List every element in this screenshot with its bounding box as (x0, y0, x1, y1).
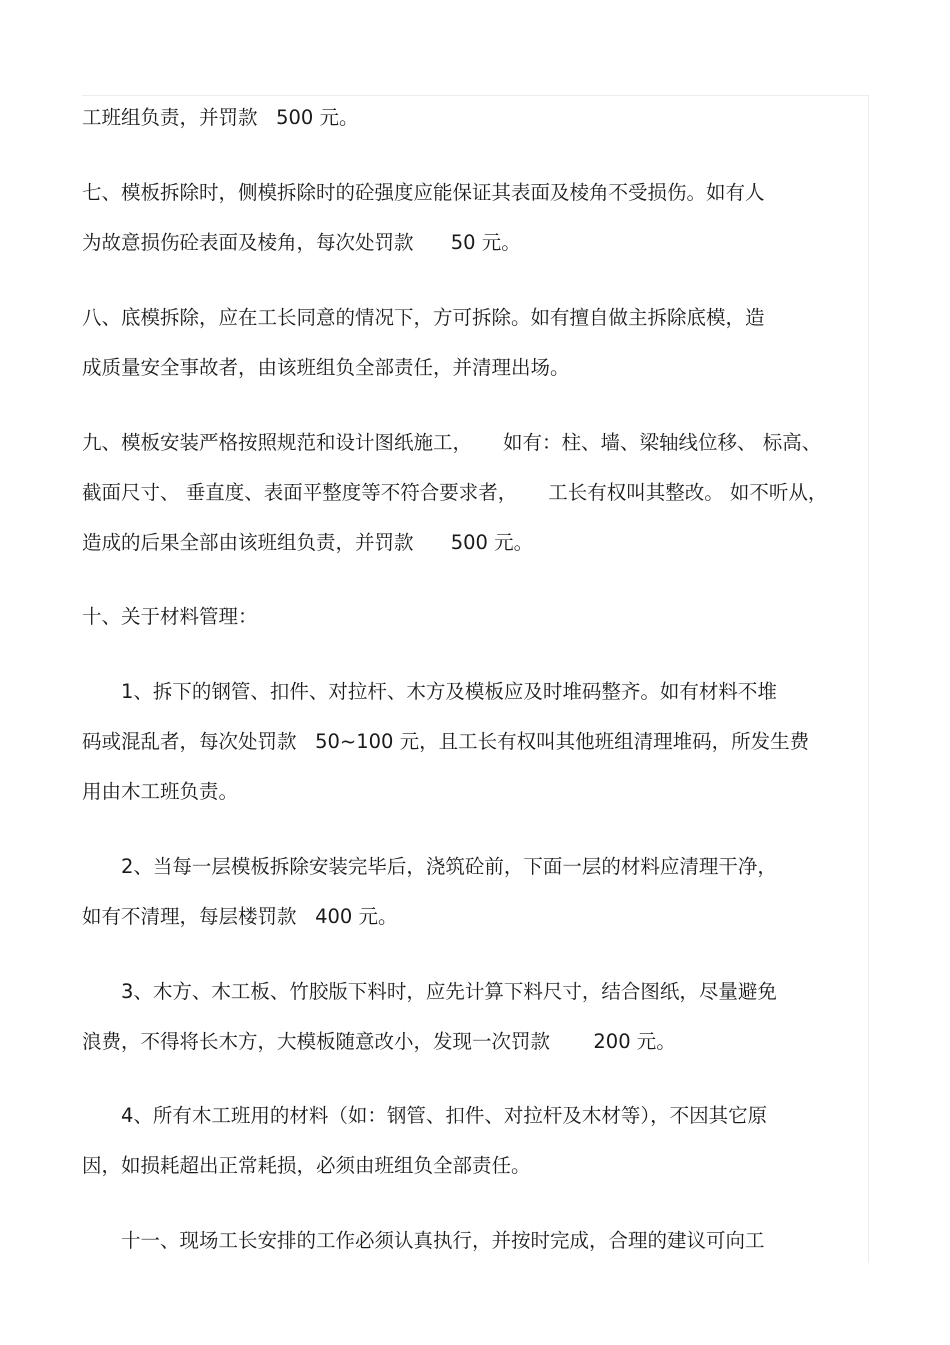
text-line-6: 九、模板安装严格按照规范和设计图纸施工， 如有：柱、墙、梁轴线位移、 标高、 (82, 431, 822, 454)
text-line-3: 为故意损伤砼表面及棱角，每次处罚款 50 元。 (82, 231, 521, 254)
text-line-2: 七、模板拆除时，侧模拆除时的砼强度应能保证其表面及棱角不受损伤。如有人 (82, 181, 765, 204)
page-border-right (868, 95, 869, 1263)
text-line-16: 浪费，不得将长木方，大模板随意改小，发现一次罚款 200 元。 (82, 1030, 676, 1053)
page-border-top (82, 95, 869, 96)
text-line-13: 2、当每一层模板拆除安装完毕后，浇筑砼前，下面一层的材料应清理干净， (121, 855, 777, 878)
text-line-7: 截面尺寸、 垂直度、表面平整度等不符合要求者， 工长有权叫其整改。 如不听从， (82, 481, 828, 504)
text-line-1: 工班组负责，并罚款 500 元。 (82, 106, 359, 129)
text-line-9: 十、关于材料管理： (82, 605, 258, 628)
text-line-14: 如有不清理，每层楼罚款 400 元。 (82, 905, 398, 928)
text-line-5: 成质量安全事故者，由该班组负全部责任，并清理出场。 (82, 356, 570, 379)
text-line-4: 八、底模拆除，应在工长同意的情况下，方可拆除。如有擅自做主拆除底模，造 (82, 306, 765, 329)
text-line-12: 用由木工班负责。 (82, 780, 239, 803)
text-line-8: 造成的后果全部由该班组负责，并罚款 500 元。 (82, 531, 534, 554)
text-line-18: 因，如损耗超出正常耗损，必须由班组负全部责任。 (82, 1154, 531, 1177)
text-line-10: 1、拆下的钢管、扣件、对拉杆、木方及模板应及时堆码整齐。如有材料不堆 (121, 680, 777, 703)
text-line-11: 码或混乱者，每次处罚款 50~100 元，且工长有权叫其他班组清理堆码，所发生费 (82, 730, 810, 753)
text-line-17: 4、所有木工班用的材料（如：钢管、扣件、对拉杆及木材等），不因其它原 (121, 1104, 768, 1127)
text-line-19: 十一、现场工长安排的工作必须认真执行，并按时完成，合理的建议可向工 (121, 1229, 765, 1252)
text-line-15: 3、木方、木工板、竹胶版下料时，应先计算下料尺寸，结合图纸，尽量避免 (121, 980, 777, 1003)
